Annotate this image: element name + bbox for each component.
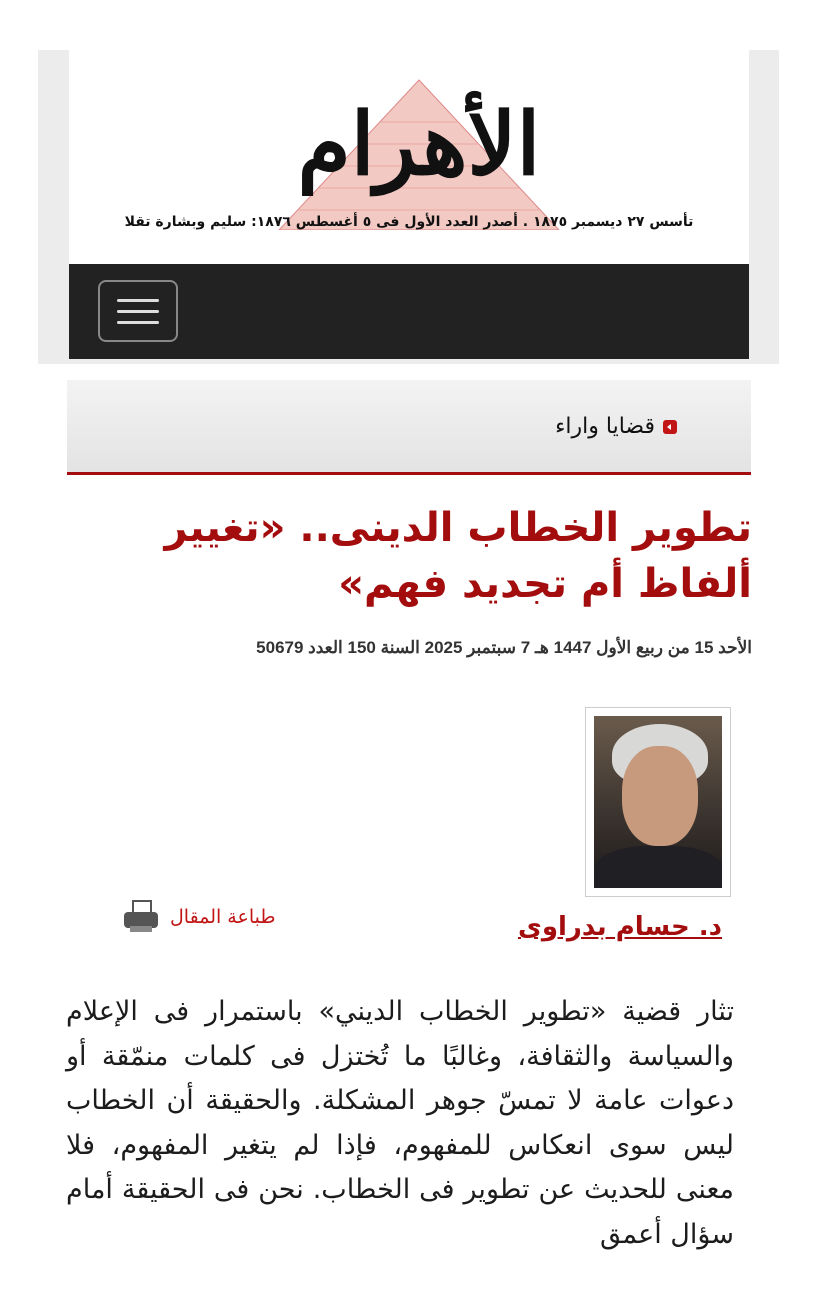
hamburger-menu-icon <box>117 310 159 313</box>
article-body: تثار قضية «تطوير الخطاب الديني» باستمرار فى الإعلام والسياسة والثقافة، وغالبًا ما تُختزل فى كلمات منمّقة أو دعوات عامة لا تمسّ جوهر المشكلة. والحقيقة أن الخطاب ليس سوى انعكاس للمفهوم، فإذا لم يتغير المفهوم، فلا معنى للحديث عن تطوير فى الخطاب. نحن فى الحقيقة أمام سؤال أعمق <box>66 996 734 1250</box>
hamburger-menu-button[interactable] <box>98 280 178 342</box>
section-header <box>67 380 751 475</box>
article-title: تطوير الخطاب الدينى.. «تغيير ألفاظ أم تجديد فهم» <box>164 505 752 607</box>
article-dateline: الأحد 15 من ربيع الأول 1447 هـ 7 سبتمبر 2025 السنة 150 العدد 50679 <box>256 638 752 657</box>
logo-text: الأهرام <box>297 94 541 195</box>
masthead-tagline: تأسس ٢٧ ديسمبر ١٨٧٥ . أصدر العدد الأول فى ٥ أغسطس ١٨٧٦: سليم وبشارة تقلا <box>124 214 694 230</box>
print-article-button[interactable] <box>124 900 275 934</box>
author-name-link[interactable]: د. حسام بدراوى <box>518 912 722 942</box>
hamburger-menu-icon <box>117 299 159 302</box>
section-link[interactable] <box>555 414 677 439</box>
author-photo <box>585 707 731 897</box>
ahram-logo[interactable] <box>269 70 569 230</box>
printer-icon <box>124 900 158 934</box>
author-portrait-image <box>594 716 722 888</box>
masthead <box>69 50 749 264</box>
portrait-suit <box>594 846 722 888</box>
hamburger-menu-icon <box>117 321 159 324</box>
printer-tray <box>130 926 152 932</box>
print-article-label: طباعة المقال <box>170 906 276 928</box>
arrow-left-bullet-icon <box>663 420 677 434</box>
section-label: قضايا واراء <box>555 414 655 439</box>
portrait-face <box>622 746 698 846</box>
navbar <box>69 264 749 359</box>
